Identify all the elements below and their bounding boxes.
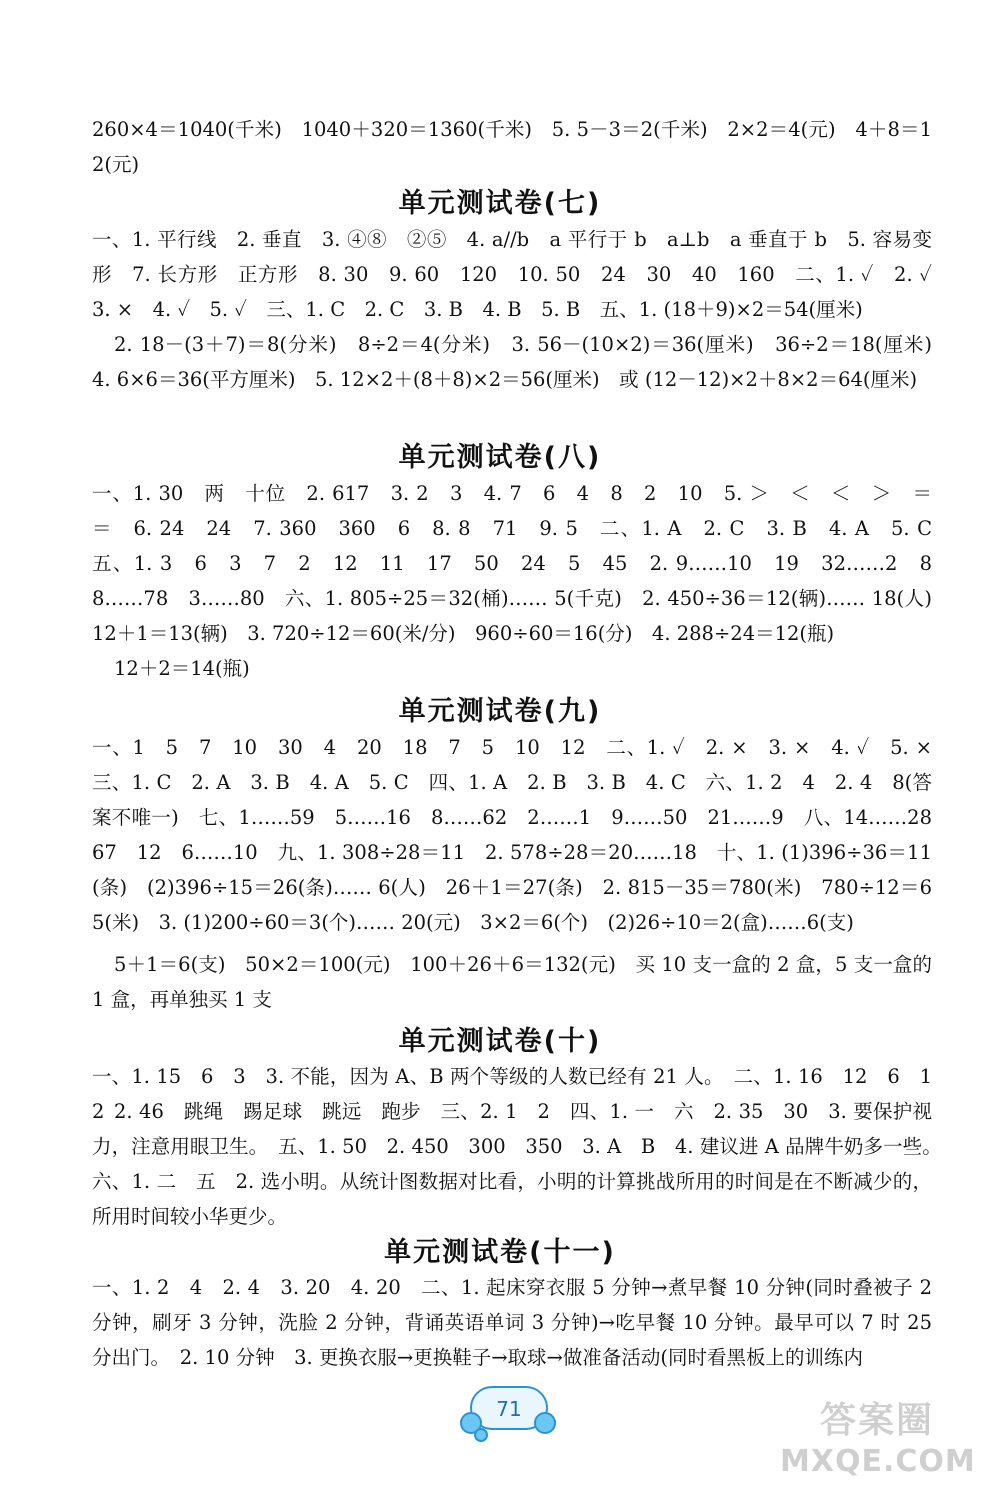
page-footer: [460, 1382, 560, 1442]
answer-paragraph-10a: 一、1. 15 6 3 3. 不能，因为 A、B 两个等级的人数已经有 21 人。 二、1. 16 12 6 12: [92, 1065, 932, 1123]
section-heading-10: 单元测试卷(十): [398, 1026, 602, 1057]
answer-paragraph-7a: 一、1. 平行线 2. 垂直 3. ④⑧ ②⑤ 4. a//b a 平行于 b a⊥b a 垂直于 b 5. 容易变形 7. 长方形 正方形 8. 30 9. 60 120 10. 50 24 30 40 160 二、1. ✓ 2. ✓ 3. × 4. ✓ 5. ✓ 三、1. C 2. C 3. B 4. B 5. B 五、1. (18＋9)×2＝54(厘米): [92, 228, 952, 321]
bubble-decoration-icon: [534, 1412, 556, 1434]
answer-paragraph-7b: 2. 18－(3＋7)＝8(分米) 8÷2＝4(分米) 3. 56－(10×2)＝36(厘米) 36÷2＝18(厘米) 4. 6×6＝36(平方厘米) 5. 12×2＋(8＋8)×2＝56(厘米) 或 (12－12)×2＋8×2＝64(厘米): [92, 333, 952, 391]
answer-paragraph-9b: 5＋1＝6(支) 50×2＝100(元) 100＋26＋6＝132(元) 买 10 支一盒的 2 盒，5 支一盒的 1 盒，再单独买 1 支: [92, 953, 939, 1011]
watermark-logo-text: 答案圈: [820, 1400, 935, 1441]
answer-paragraph-0: 260×4＝1040(千米) 1040＋320＝1360(千米) 5. 5－3＝2(千米) 2×2＝4(元) 4＋8＝12(元): [92, 118, 932, 176]
watermark-url-text: MXQE.COM: [780, 1444, 976, 1479]
section-heading-11: 单元测试卷(十一): [384, 1237, 616, 1268]
bubble-decoration-icon: [474, 1428, 488, 1442]
section-heading-7: 单元测试卷(七): [398, 188, 602, 219]
site-watermark: [780, 1392, 990, 1482]
answer-paragraph-8a: 一、1. 30 两 十位 2. 617 3. 2 3 4. 7 6 4 8 2 10 5. ＞ ＜ ＜ ＞ ＝ ＝ 6. 24 24 7. 360 360 6 8. 8 71 9. 5 二、1. A 2. C 3. B 4. A 5. C 五、1. 3 6 3 7 2 12 11 17 50 24 5 45 2. 9……10 19 32……2 8 8……78 3……80 六、1. 805÷25＝32(桶)…… 5(千克) 2. 450÷36＝12(辆)…… 18(人) 12＋1＝13(辆) 3. 720÷12＝60(米/分) 960÷60＝16(分) 4. 288÷24＝12(瓶): [92, 482, 952, 645]
section-heading-8: 单元测试卷(八): [398, 442, 602, 473]
answer-paragraph-11a: 一、1. 2 4 2. 4 3. 20 4. 20 二、1. 起床穿衣服 5 分钟→煮早餐 10 分钟(同时叠被子 2 分钟，刷牙 3 分钟，洗脸 2 分钟，背诵英语单词 3 分钟)→吃早餐 10 分钟。最早可以 7 时 25 分出门。 2. 10 分钟 3. 更换衣服→更换鞋子→取球→做准备活动(同时看黑板上的训练内: [92, 1276, 939, 1369]
answer-paragraph-8b: 12＋2＝14(瓶): [114, 657, 250, 680]
page-number: 71: [496, 1397, 522, 1421]
answer-paragraph-10b: 2. 46 跳绳 踢足球 跳远 跑步 三、2. 1 2 四、1. 一 六 2. 35 30 3. 要保护视力，注意用眼卫生。 五、1. 50 2. 450 300 350 3. A B 4. 建议进 A 品牌牛奶多一些。 六、1. 二 五 2. 选小明。从统计图数据对比看，小明的计算挑战所用的时间是在不断减少的，所用时间较小华更少。: [92, 1100, 952, 1228]
answer-paragraph-9a: 一、1 5 7 10 30 4 20 18 7 5 10 12 二、1. ✓ 2. × 3. × 4. ✓ 5. × 三、1. C 2. A 3. B 4. A 5. C 四、1. A 2. B 3. B 4. C 六、1. 2 4 2. 4 8(答案不唯一) 七、1……59 5……16 8……62 2……1 9……50 21……9 八、14……28 67 12 6……10 九、1. 308÷28＝11 2. 578÷28＝20……18 十、1. (1)396÷36＝11(条) (2)396÷15＝26(条)…… 6(人) 26＋1＝27(条) 2. 815－35＝780(米) 780÷12＝65(米) 3. (1)200÷60＝3(个)…… 20(元) 3×2＝6(个) (2)26÷10＝2(盒)……6(支): [92, 736, 952, 934]
section-heading-9: 单元测试卷(九): [398, 696, 602, 727]
